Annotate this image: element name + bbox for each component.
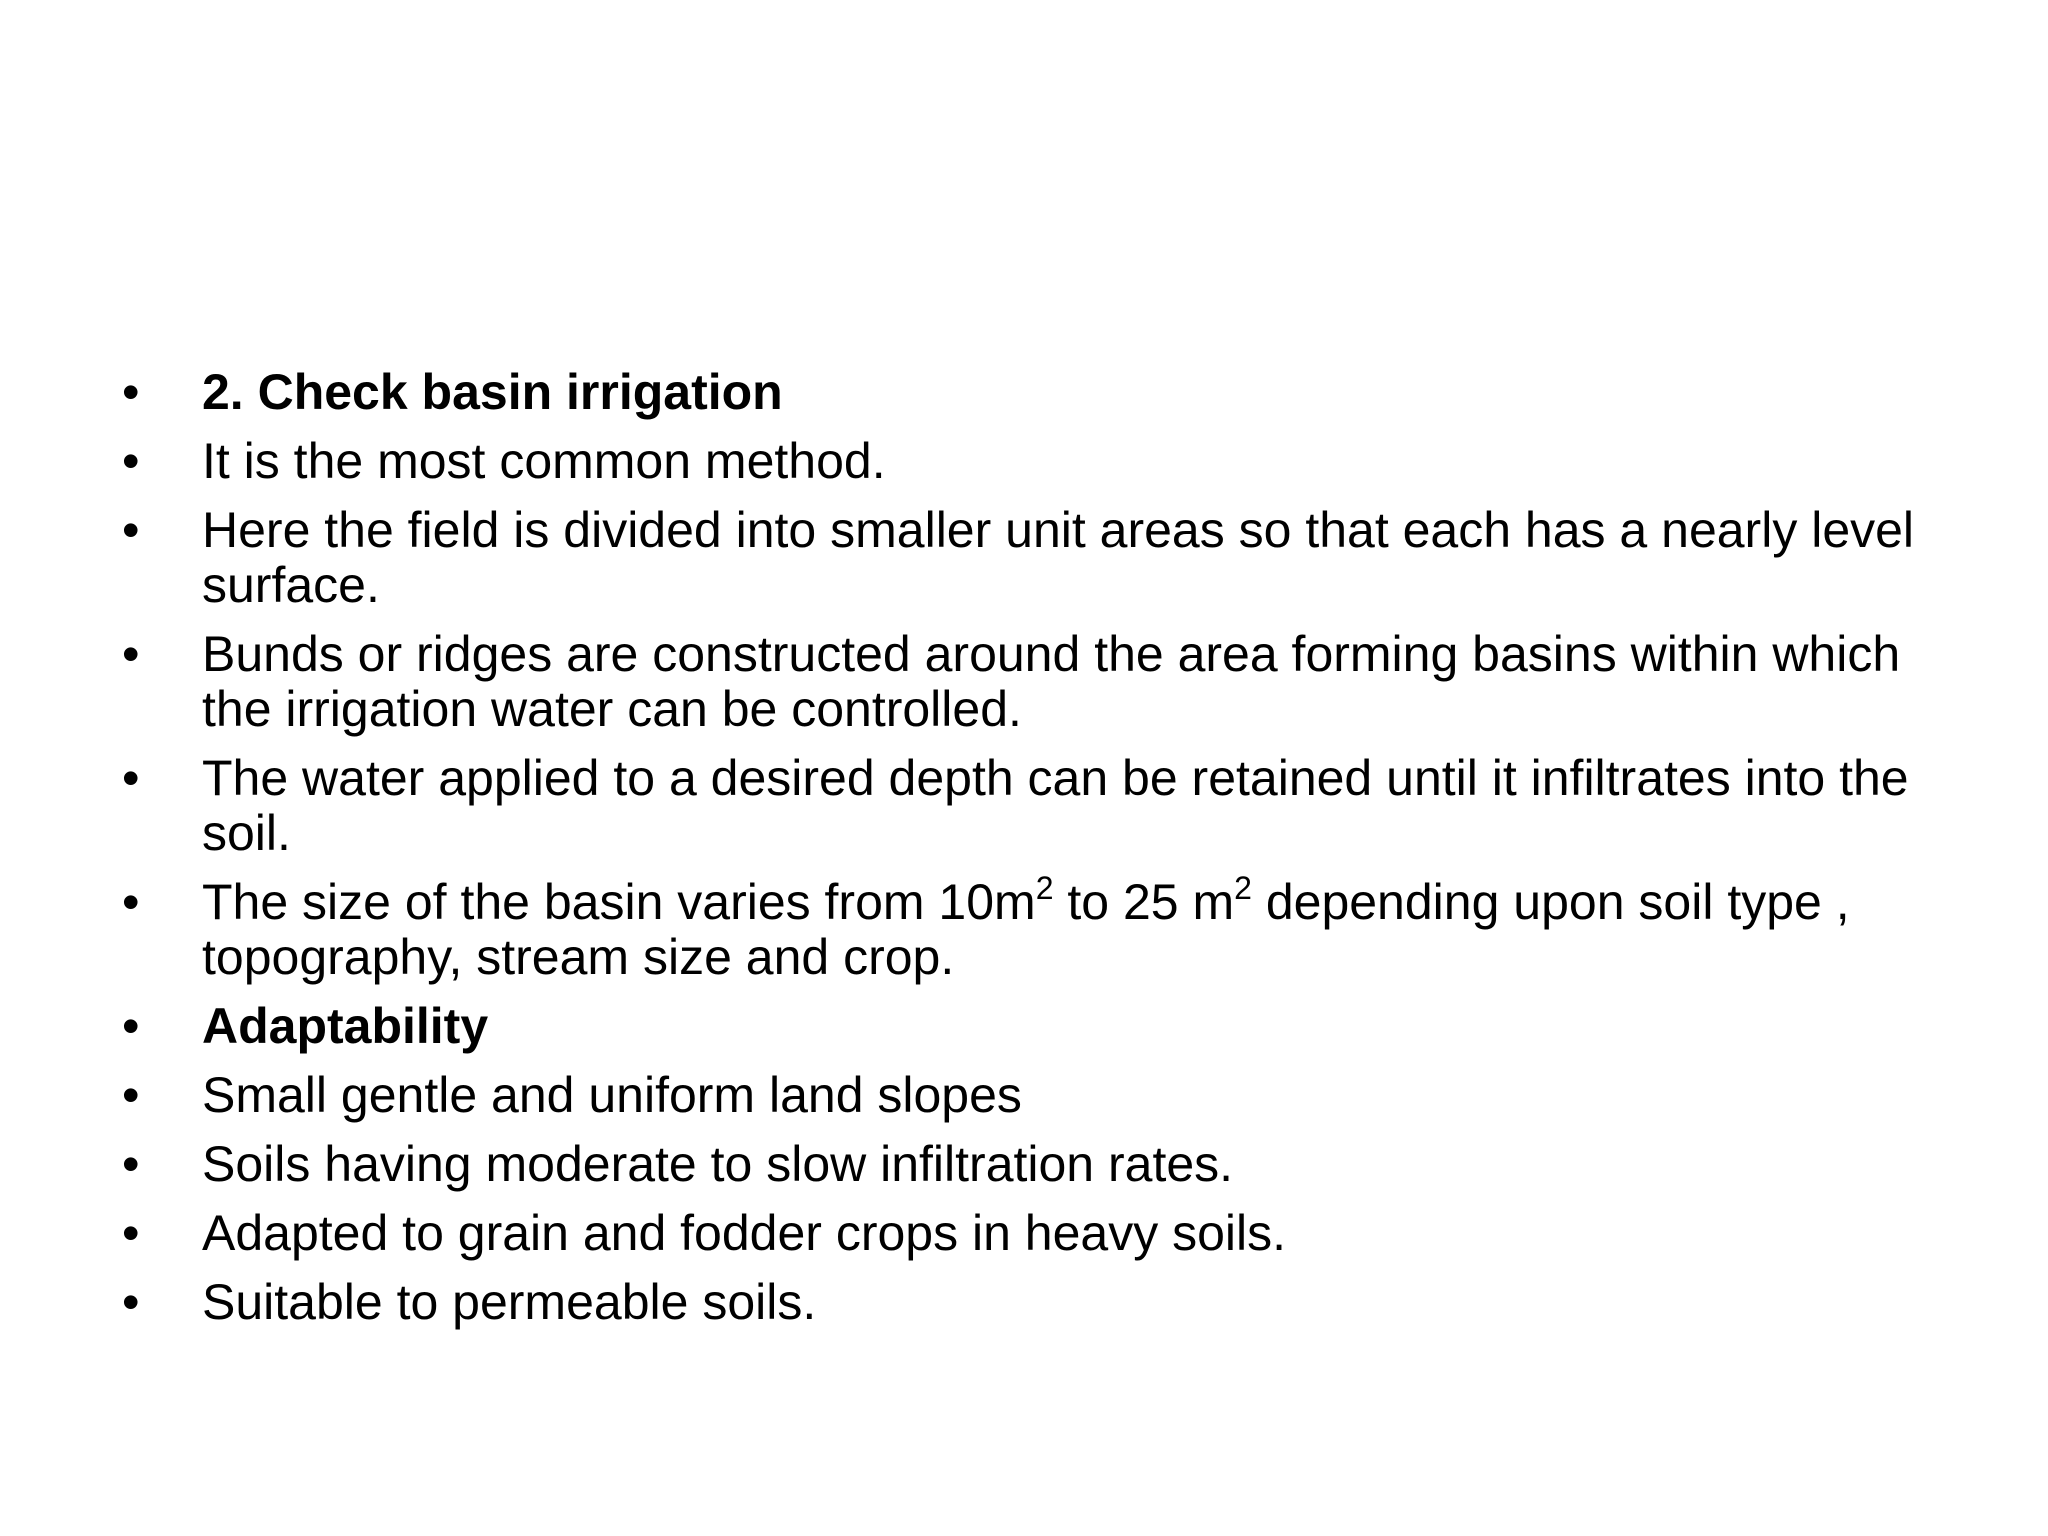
bullet-icon: • <box>122 1274 140 1330</box>
unit-exponent: 2 <box>1234 870 1252 906</box>
list-item <box>122 627 1982 737</box>
list-item-text: Adapted to grain and fodder crops in heavy soils. <box>202 1205 1287 1261</box>
bullet-icon: • <box>122 1067 140 1123</box>
basin-size-text-3: depending upon soil type , topography, stream size and crop. <box>202 874 1850 985</box>
bullet-list <box>122 365 1982 1344</box>
list-item-text: Soils having moderate to slow infiltration rates. <box>202 1136 1234 1192</box>
list-item-basin-size <box>122 870 1982 985</box>
list-item-text: The water applied to a desired depth can be retained until it infiltrates into the soil. <box>202 750 1909 861</box>
bullet-icon: • <box>122 998 140 1054</box>
list-item <box>122 1137 1982 1192</box>
list-item <box>122 1068 1982 1123</box>
list-item <box>122 434 1982 489</box>
list-item-text: Here the field is divided into smaller unit areas so that each has a nearly level surface. <box>202 502 1915 613</box>
list-item <box>122 1275 1982 1330</box>
basin-size-text-1: The size of the basin varies from 10m <box>202 874 1036 930</box>
list-item <box>122 751 1982 861</box>
list-item-text: Suitable to permeable soils. <box>202 1274 817 1330</box>
list-item-text: Bunds or ridges are constructed around the area forming basins within which the irrigation water can be controlled. <box>202 626 1901 737</box>
bullet-icon: • <box>122 626 140 682</box>
unit-exponent: 2 <box>1035 870 1054 906</box>
list-item-text: 2. Check basin irrigation <box>202 364 783 420</box>
list-item-text: Small gentle and uniform land slopes <box>202 1067 1022 1123</box>
bullet-icon: • <box>122 1205 140 1261</box>
list-item-text: It is the most common method. <box>202 433 886 489</box>
bullet-icon: • <box>122 502 140 558</box>
basin-size-text-2: to 25 m <box>1053 874 1235 930</box>
bullet-icon: • <box>122 750 140 806</box>
list-item <box>122 503 1982 613</box>
bullet-icon: • <box>122 874 140 930</box>
list-item-heading-check-basin <box>122 365 1982 420</box>
list-item-heading-adaptability <box>122 999 1982 1054</box>
bullet-icon: • <box>122 1136 140 1192</box>
list-item-text <box>202 870 1850 985</box>
list-item-text: Adaptability <box>202 998 489 1054</box>
list-item <box>122 1206 1982 1261</box>
bullet-icon: • <box>122 433 140 489</box>
bullet-icon: • <box>122 364 140 420</box>
